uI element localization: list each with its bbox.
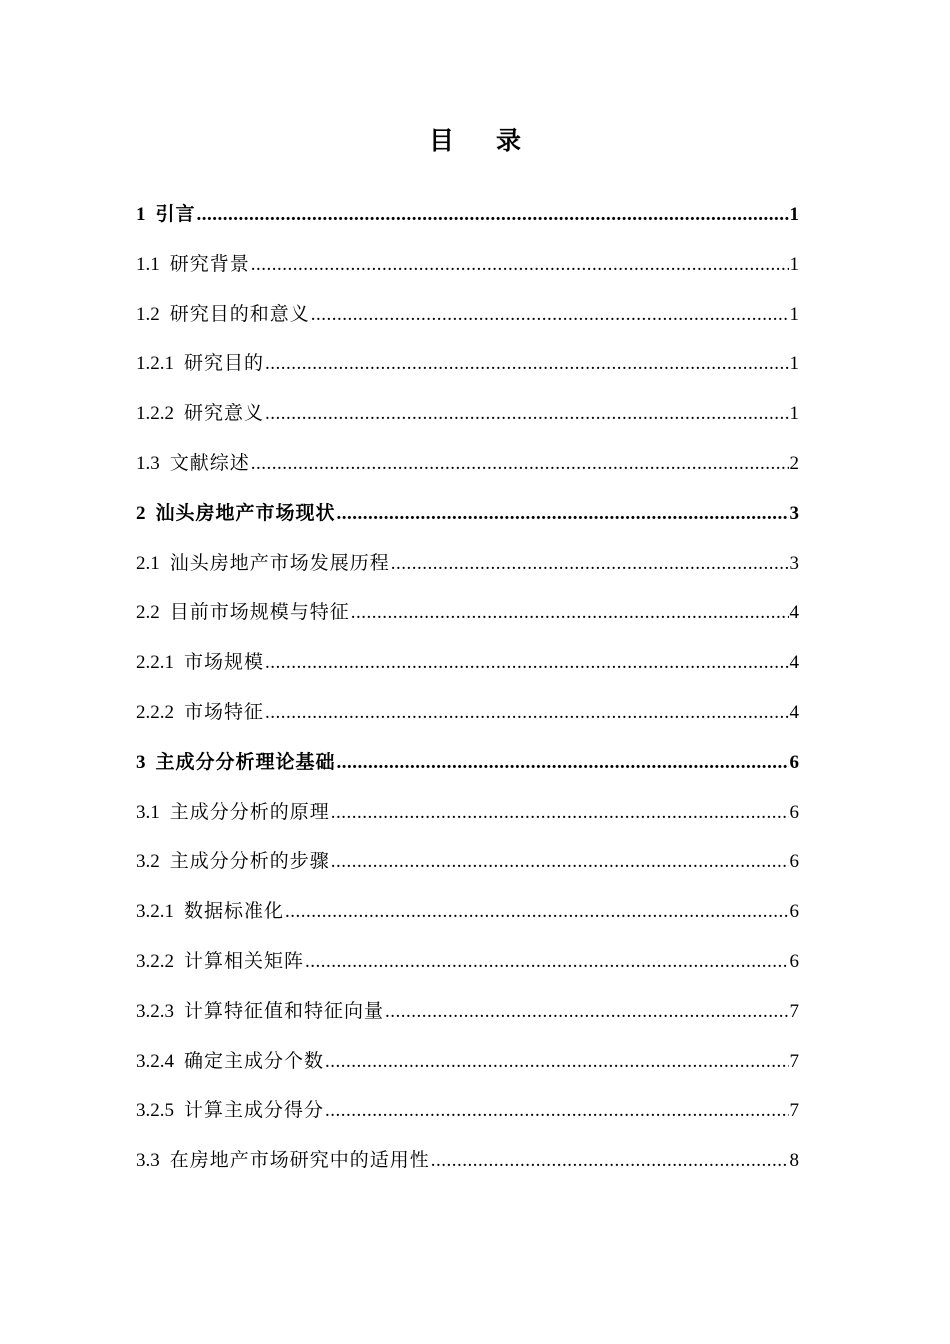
toc-entry[interactable]: [136, 496, 799, 546]
toc-entry-number: 3.2: [136, 851, 160, 873]
toc-entry[interactable]: [136, 645, 799, 695]
toc-entry[interactable]: [136, 844, 799, 894]
toc-entry[interactable]: [136, 446, 799, 496]
toc-entry-title: 市场规模: [184, 652, 265, 674]
toc-entry[interactable]: [136, 894, 799, 944]
toc-entry-number: 1.3: [136, 452, 160, 474]
toc-entry-page: 6: [789, 851, 799, 873]
toc-leader-dots: [385, 994, 788, 1030]
toc-entry[interactable]: [136, 346, 799, 396]
toc-entry[interactable]: [136, 396, 799, 446]
toc-entry-title: 引言: [155, 204, 196, 225]
toc-entry-number: 3.2.4: [136, 1050, 174, 1072]
toc-entry[interactable]: [136, 595, 799, 645]
toc-entry[interactable]: [136, 745, 799, 795]
toc-entry-page: 6: [789, 751, 799, 773]
toc-entry[interactable]: [136, 1093, 799, 1143]
toc-entry[interactable]: [136, 297, 799, 347]
toc-entry-number: 1.1: [136, 253, 160, 275]
toc-entry-title: 文献综述: [169, 452, 250, 474]
toc-entry-title: 数据标准化: [184, 901, 285, 923]
toc-entry-number: 2.2.2: [136, 701, 174, 723]
toc-entry-title: 计算特征值和特征向量: [184, 1000, 385, 1022]
toc-entry-title: 在房地产市场研究中的适用性: [169, 1150, 430, 1172]
toc-leader-dots: [265, 396, 788, 432]
toc-entry-title: 主成分分析的步骤: [169, 851, 330, 873]
toc-leader-dots: [265, 346, 788, 382]
toc-entry-number: 1.2.1: [136, 353, 174, 375]
toc-entry-page: 4: [789, 701, 799, 723]
toc-entry-number: 2.2.1: [136, 652, 174, 674]
toc-entry-page: 6: [789, 901, 799, 923]
toc-entry-title: 研究目的: [184, 353, 265, 375]
table-of-contents: [136, 197, 799, 1193]
toc-entry[interactable]: [136, 546, 799, 596]
toc-entry-number: 3.1: [136, 801, 160, 823]
toc-entry-page: 2: [789, 452, 799, 474]
toc-entry-title: 汕头房地产市场发展历程: [169, 552, 390, 574]
toc-leader-dots: [431, 1143, 789, 1179]
toc-entry-number: 3.2.5: [136, 1100, 174, 1122]
toc-entry[interactable]: [136, 197, 799, 247]
toc-entry-number: 1: [136, 204, 146, 225]
toc-entry[interactable]: [136, 994, 799, 1044]
toc-entry[interactable]: [136, 695, 799, 745]
toc-entry-page: 8: [789, 1150, 799, 1172]
toc-leader-dots: [265, 695, 788, 731]
toc-entry[interactable]: [136, 795, 799, 845]
toc-entry-title: 市场特征: [184, 701, 265, 723]
toc-entry-page: 1: [789, 303, 799, 325]
toc-entry-page: 3: [789, 552, 799, 574]
toc-entry-number: 3.2.2: [136, 950, 174, 972]
toc-entry-page: 7: [789, 1050, 799, 1072]
toc-entry-number: 1.2.2: [136, 403, 174, 425]
toc-entry-number: 3: [136, 751, 146, 773]
toc-leader-dots: [337, 745, 789, 781]
toc-leader-dots: [325, 1093, 788, 1129]
toc-entry-title: 研究目的和意义: [169, 303, 310, 325]
toc-entry-page: 3: [789, 502, 799, 524]
toc-entry-page: 7: [789, 1000, 799, 1022]
toc-entry[interactable]: [136, 1143, 799, 1193]
toc-entry[interactable]: [136, 247, 799, 297]
toc-leader-dots: [325, 1044, 788, 1080]
toc-entry-page: 4: [789, 652, 799, 674]
toc-leader-dots: [285, 894, 788, 930]
toc-leader-dots: [337, 496, 789, 532]
toc-leader-dots: [251, 247, 789, 283]
toc-leader-dots: [311, 297, 789, 333]
toc-leader-dots: [265, 645, 788, 681]
toc-entry-title: 汕头房地产市场现状: [155, 502, 336, 524]
toc-entry-number: 3.3: [136, 1150, 160, 1172]
toc-entry-title: 研究背景: [169, 253, 250, 275]
toc-leader-dots: [197, 197, 789, 233]
toc-entry-title: 主成分分析的原理: [169, 801, 330, 823]
toc-leader-dots: [351, 595, 789, 631]
toc-entry-title: 主成分分析理论基础: [155, 751, 336, 773]
toc-entry[interactable]: [136, 944, 799, 994]
toc-entry-page: 1: [789, 253, 799, 275]
toc-entry-page: 7: [789, 1100, 799, 1122]
toc-leader-dots: [251, 446, 789, 482]
toc-entry-title: 研究意义: [184, 403, 265, 425]
toc-entry-title: 计算主成分得分: [184, 1100, 325, 1122]
toc-leader-dots: [331, 844, 789, 880]
toc-entry-title: 确定主成分个数: [184, 1050, 325, 1072]
toc-entry-number: 3.2.3: [136, 1000, 174, 1022]
toc-entry-page: 6: [789, 801, 799, 823]
toc-entry-page: 1: [789, 353, 799, 375]
toc-entry-number: 3.2.1: [136, 901, 174, 923]
toc-entry-number: 1.2: [136, 303, 160, 325]
toc-entry-page: 4: [789, 602, 799, 624]
toc-leader-dots: [331, 795, 789, 831]
toc-entry-number: 2.1: [136, 552, 160, 574]
toc-entry-page: 1: [789, 403, 799, 425]
toc-entry[interactable]: [136, 1044, 799, 1094]
toc-leader-dots: [305, 944, 788, 980]
page-title: 目录: [428, 128, 563, 155]
toc-entry-number: 2.2: [136, 602, 160, 624]
toc-entry-page: 1: [789, 204, 799, 225]
toc-entry-title: 目前市场规模与特征: [169, 602, 350, 624]
toc-leader-dots: [391, 546, 789, 582]
toc-entry-number: 2: [136, 502, 146, 524]
toc-entry-page: 6: [789, 950, 799, 972]
toc-entry-title: 计算相关矩阵: [184, 950, 305, 972]
